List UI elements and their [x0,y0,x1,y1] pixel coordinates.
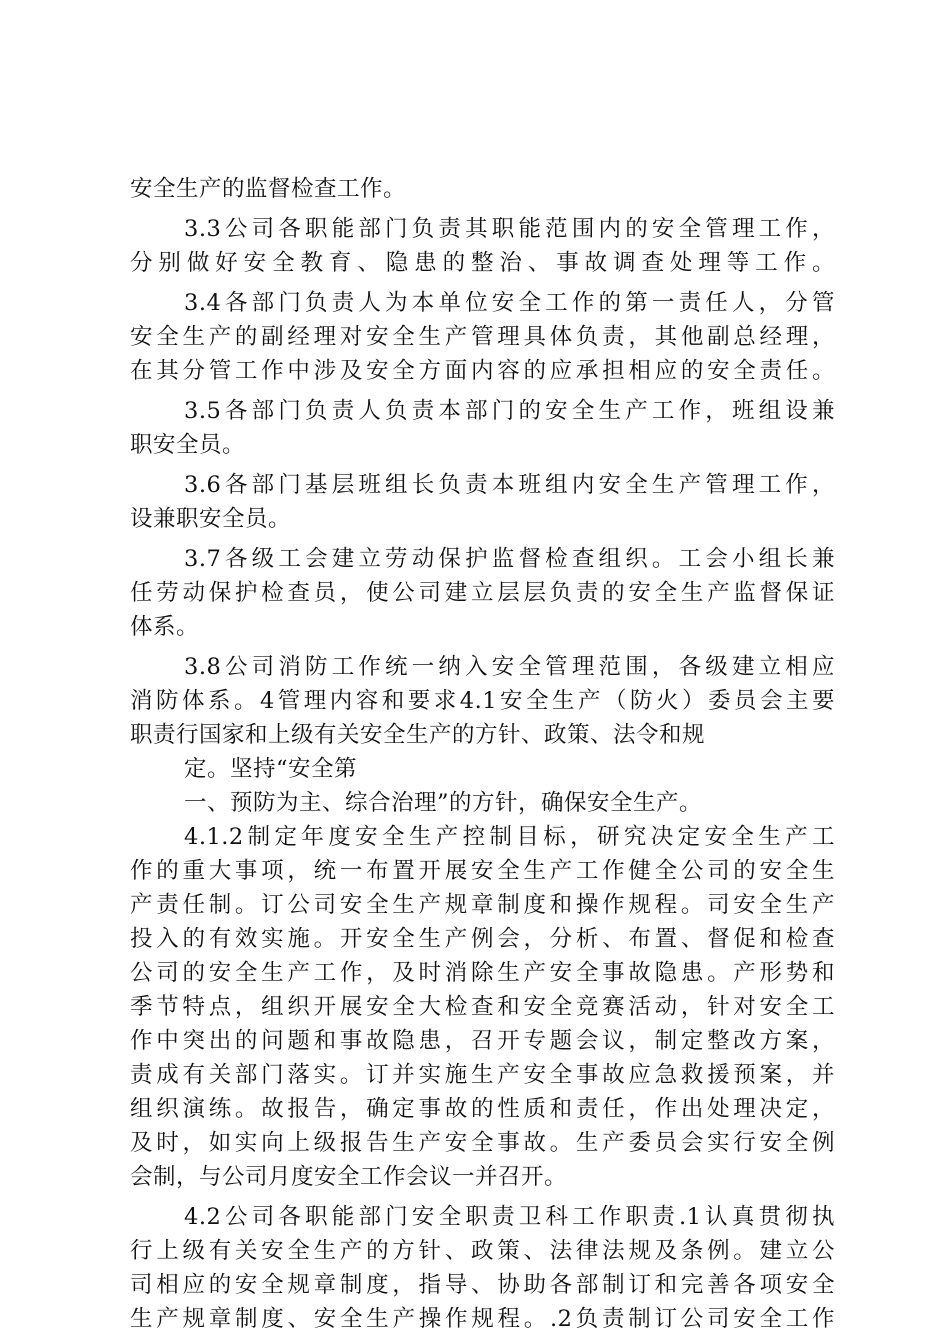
text-line: 设兼职安全员。 [130,506,292,532]
text-line: 会制，与公司月度安全工作会议一并召开。 [130,1164,568,1190]
text-line: 司相应的安全规章制度，指导、协助各部制订和完善各项安全 [130,1272,835,1298]
paragraph-3-6-line: 3.6各部门基层班组长负责本班组内安全生产管理工作， [184,472,835,498]
paragraph-3-3-line: 3.3公司各职能部门负责其职能范围内的安全管理工作， [184,216,835,242]
text-line: 生产规章制度、安全生产操作规程。.2负责制订公司安全工作 [130,1306,835,1332]
text-line: 责成有关部门落实。订并实施生产安全事故应急救援预案，并 [130,1062,835,1088]
paragraph-3-4-line: 3.4各部门负责人为本单位安全工作的第一责任人，分管 [184,290,835,316]
paragraph-4-2-line: 4.2公司各职能部门安全职责卫科工作职责.1认真贯彻执 [184,1204,835,1230]
text-line: 职责行国家和上级有关安全生产的方针、政策、法令和规 [130,722,706,748]
text-line: 分别做好安全教育、隐患的整治、事故调查处理等工作。 [130,250,835,276]
paragraph-3-7-line: 3.7各级工会建立劳动保护监督检查组织。工会小组长兼 [184,546,835,572]
text-line: 安全生产的监督检查工作。 [130,176,407,202]
text-line: 投入的有效实施。开安全生产例会，分析、布置、督促和检查 [130,926,835,952]
text-line: 职安全员。 [130,432,246,458]
text-line: 作中突出的问题和事故隐患，召开专题会议，制定整改方案， [130,1028,835,1054]
paragraph-4-1-2-line: 4.1.2制定年度安全生产控制目标，研究决定安全生产工 [184,824,835,850]
text-line: 作的重大事项，统一布置开展安全生产工作健全公司的安全生 [130,858,835,884]
text-line: 一、预防为主、综合治理”的方针，确保安全生产。 [184,790,703,816]
text-line: 季节特点，组织开展安全大检查和安全竞赛活动，针对安全工 [130,994,835,1020]
document-body [130,172,835,1336]
text-line: 产责任制。订公司安全生产规章制度和操作规程。司安全生产 [130,892,835,918]
text-line: 行上级有关安全生产的方针、政策、法律法规及条例。建立公 [130,1238,835,1264]
paragraph-3-8-line: 3.8公司消防工作统一纳入安全管理范围，各级建立相应 [184,654,835,680]
text-line: 组织演练。故报告，确定事故的性质和责任，作出处理决定， [130,1096,835,1122]
text-line: 及时，如实向上级报告生产安全事故。生产委员会实行安全例 [130,1130,835,1156]
text-line: 任劳动保护检查员，使公司建立层层负责的安全生产监督保证 [130,580,835,606]
text-line: 消防体系。4管理内容和要求4.1安全生产（防火）委员会主要 [130,688,835,714]
text-line: 体系。 [130,614,200,640]
text-line: 安全生产的副经理对安全生产管理具体负责，其他副总经理， [130,324,835,350]
text-line: 定。坚持“安全第 [184,756,358,782]
text-line: 公司的安全生产工作，及时消除生产安全事故隐患。产形势和 [130,960,835,986]
paragraph-3-5-line: 3.5各部门负责人负责本部门的安全生产工作，班组设兼 [184,398,835,424]
text-line: 在其分管工作中涉及安全方面内容的应承担相应的安全责任。 [130,358,835,384]
